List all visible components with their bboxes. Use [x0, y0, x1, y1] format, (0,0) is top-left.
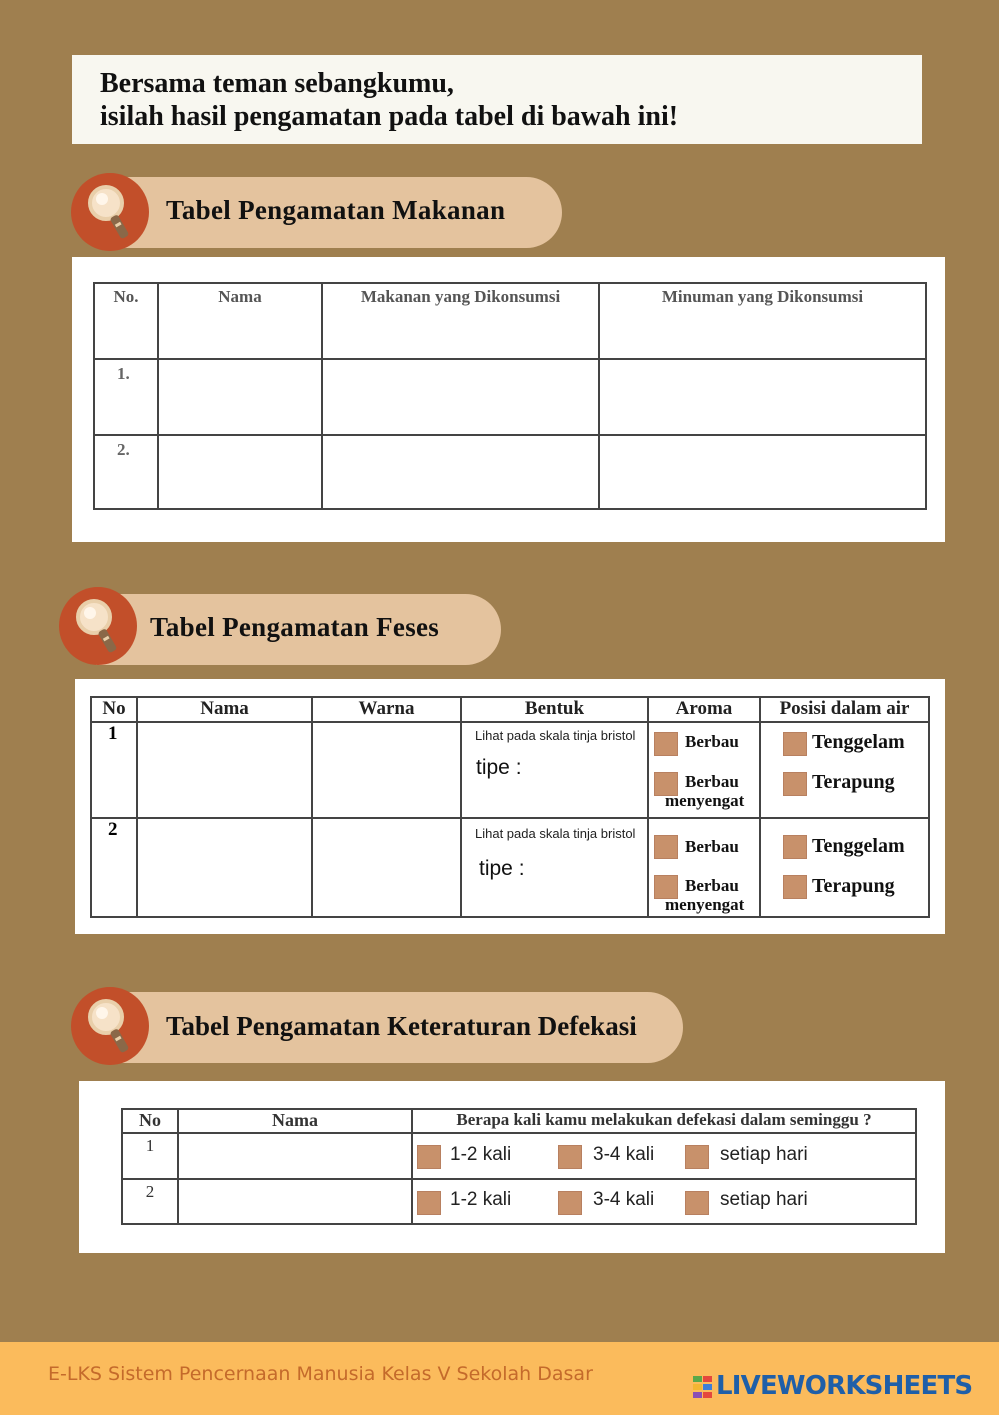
posisi-cell — [760, 818, 929, 917]
checkbox-setiap-hari[interactable] — [685, 1191, 709, 1215]
row-number: 2. — [94, 435, 158, 509]
panel-defekasi — [79, 1081, 945, 1253]
table-makanan — [93, 282, 927, 510]
header-posisi: Posisi dalam air — [760, 697, 929, 722]
input-nama[interactable] — [158, 359, 322, 436]
row-number: 2 — [122, 1179, 178, 1224]
checkbox-1-2-kali[interactable] — [417, 1191, 441, 1215]
input-warna[interactable] — [312, 818, 461, 917]
liveworksheets-logo-icon — [693, 1376, 713, 1398]
checkbox-1-2-kali[interactable] — [417, 1145, 441, 1169]
instruction-line-2: isilah hasil pengamatan pada tabel di bawah ini! — [100, 101, 679, 132]
table-row — [122, 1179, 916, 1224]
option-3-4-kali: 3-4 kali — [593, 1189, 655, 1210]
bentuk-note: Lihat pada skala tinja bristol — [475, 728, 636, 743]
header-frekuensi: Berapa kali kamu melakukan defekasi dalam seminggu ? — [412, 1109, 916, 1133]
aroma-cell — [648, 818, 760, 917]
input-nama[interactable] — [137, 722, 312, 818]
row-number: 1. — [94, 359, 158, 436]
checkbox-terapung[interactable] — [783, 875, 807, 899]
checkbox-3-4-kali[interactable] — [558, 1145, 582, 1169]
checkbox-3-4-kali[interactable] — [558, 1191, 582, 1215]
frekuensi-cell — [412, 1179, 916, 1224]
option-tenggelam: Tenggelam — [812, 731, 905, 753]
section-title-makanan: Tabel Pengamatan Makanan — [166, 195, 506, 225]
footer-caption: E-LKS Sistem Pencernaan Manusia Kelas V Sekolah Dasar — [48, 1363, 593, 1385]
row-number: 2 — [91, 818, 137, 917]
option-berbau: Berbau — [685, 732, 739, 751]
bentuk-cell[interactable] — [461, 722, 648, 818]
header-nama: Nama — [178, 1109, 412, 1133]
footer — [0, 1342, 999, 1415]
option-3-4-kali: 3-4 kali — [593, 1144, 655, 1165]
magnifier-icon — [71, 987, 149, 1065]
option-tenggelam: Tenggelam — [812, 835, 905, 857]
input-minuman[interactable] — [599, 359, 926, 436]
section-header-feses — [96, 594, 501, 665]
panel-feses — [75, 679, 945, 934]
input-nama[interactable] — [178, 1179, 412, 1224]
header-no: No — [91, 697, 137, 722]
aroma-cell — [648, 722, 760, 818]
option-berbau: Berbau — [685, 837, 739, 856]
checkbox-setiap-hari[interactable] — [685, 1145, 709, 1169]
panel-makanan — [72, 257, 945, 542]
header-makanan: Makanan yang Dikonsumsi — [322, 283, 599, 359]
table-row — [94, 359, 926, 436]
input-warna[interactable] — [312, 722, 461, 818]
table-row — [91, 818, 929, 917]
instruction-box — [72, 55, 922, 144]
tipe-label: tipe : — [476, 756, 522, 779]
section-header-defekasi — [110, 992, 683, 1063]
table-row — [94, 435, 926, 509]
option-terapung: Terapung — [812, 875, 895, 897]
row-number: 1 — [91, 722, 137, 818]
checkbox-tenggelam[interactable] — [783, 732, 807, 756]
header-aroma: Aroma — [648, 697, 760, 722]
input-nama[interactable] — [137, 818, 312, 917]
option-setiap-hari: setiap hari — [720, 1189, 808, 1210]
input-minuman[interactable] — [599, 435, 926, 509]
option-terapung: Terapung — [812, 771, 895, 793]
magnifier-icon — [59, 587, 137, 665]
option-1-2-kali: 1-2 kali — [450, 1189, 512, 1210]
liveworksheets-brand[interactable]: LIVEWORKSHEETS — [716, 1371, 973, 1401]
instruction-line-1: Bersama teman sebangkumu, — [100, 68, 454, 99]
checkbox-berbau[interactable] — [654, 835, 678, 859]
option-1-2-kali: 1-2 kali — [450, 1144, 512, 1165]
header-minuman: Minuman yang Dikonsumsi — [599, 283, 926, 359]
table-row — [122, 1133, 916, 1179]
bentuk-note: Lihat pada skala tinja bristol — [475, 826, 636, 841]
option-berbau-menyengat: Berbau menyengat — [665, 772, 745, 810]
checkbox-tenggelam[interactable] — [783, 835, 807, 859]
row-number: 1 — [122, 1133, 178, 1179]
table-row — [91, 722, 929, 818]
section-title-defekasi: Tabel Pengamatan Keteraturan Defekasi — [166, 1011, 637, 1041]
section-header-makanan — [110, 177, 562, 248]
table-feses — [90, 696, 930, 918]
bentuk-cell[interactable] — [461, 818, 648, 917]
header-no: No — [122, 1109, 178, 1133]
header-no: No. — [94, 283, 158, 359]
input-nama[interactable] — [158, 435, 322, 509]
header-bentuk: Bentuk — [461, 697, 648, 722]
table-defekasi — [121, 1108, 917, 1225]
posisi-cell — [760, 722, 929, 818]
option-berbau-menyengat: Berbau menyengat — [665, 876, 745, 914]
header-warna: Warna — [312, 697, 461, 722]
option-setiap-hari: setiap hari — [720, 1144, 808, 1165]
header-nama: Nama — [137, 697, 312, 722]
header-nama: Nama — [158, 283, 322, 359]
input-nama[interactable] — [178, 1133, 412, 1179]
input-makanan[interactable] — [322, 435, 599, 509]
section-title-feses: Tabel Pengamatan Feses — [150, 612, 440, 642]
checkbox-berbau[interactable] — [654, 732, 678, 756]
magnifier-icon — [71, 173, 149, 251]
tipe-label: tipe : — [479, 857, 525, 880]
input-makanan[interactable] — [322, 359, 599, 436]
frekuensi-cell — [412, 1133, 916, 1179]
checkbox-terapung[interactable] — [783, 772, 807, 796]
